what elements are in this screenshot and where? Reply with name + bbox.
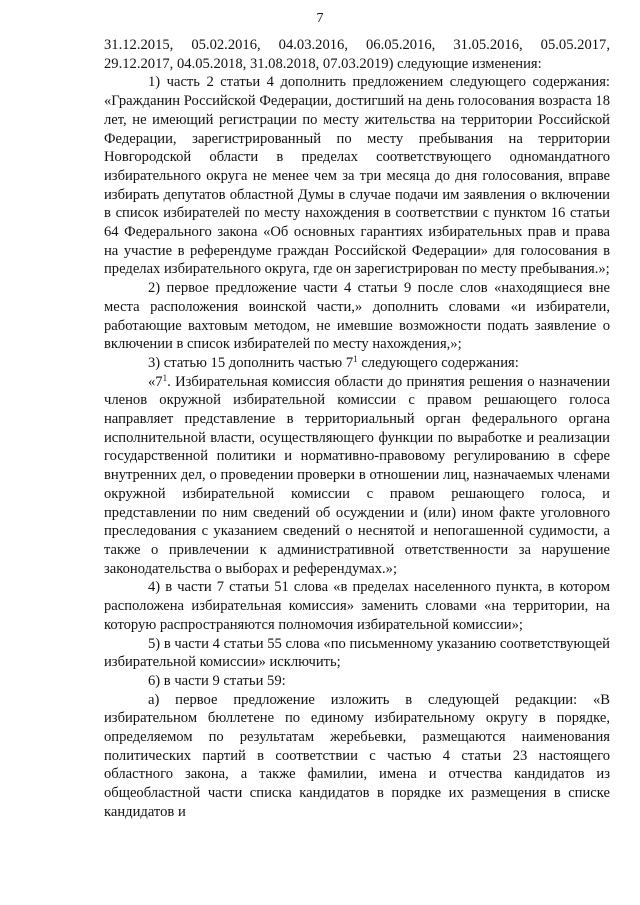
paragraph-item-3: [104, 354, 610, 373]
paragraph-item-3-text-after: следующего содержания:: [357, 354, 519, 371]
paragraph-item-5: 5) в части 4 статьи 55 слова «по письменному указанию соответствующей избирательной комиссии» исключить;: [104, 635, 610, 671]
paragraph-item-3-superscript: 1: [353, 353, 358, 364]
paragraph-part-7-1-superscript: 1: [162, 372, 168, 383]
paragraph-part-7-1-text-before: «7: [148, 373, 163, 390]
paragraph-part-7-1: [104, 373, 610, 579]
document-body: [104, 36, 610, 822]
page-number: 7: [316, 11, 324, 26]
paragraph-item-4: 4) в части 7 статьи 51 слова «в пределах населенного пункта, в котором расположена избирательная комиссия» заменить словами «на территории, на которую распространяются полномочия избирательной комиссии»;: [104, 579, 610, 633]
paragraph-item-2: 2) первое предложение части 4 статьи 9 после слов «находящиеся вне места расположения воинской части,» дополнить словами «и избиратели, работающие вахтовым методом, не имевшие возможности подать заявление о включении в список избирателей по месту нахождения,»;: [104, 280, 610, 353]
paragraph-part-7-1-text-after: . Избирательная комиссия области до принятия решения о назначении членов окружной избирательной комиссии с правом решающего голоса направляет представление в территориальный орган федерального органа исполнительной власти, осуществляющего функции по выработке и реализации государственной политики и нормативно-правовому регулированию в сфере внутренних дел, о проведении проверки в отношении лиц, назначаемых членами окружной избирательной комиссии с правом решающего голоса, и представлении по ним сведений об осуждении и (или) ином факте уголовного преследования с указанием сведений о неснятой и непогашенной судимости, а также о привлечении к административной ответственности за нарушение законодательства о выборах и референдумах.»;: [104, 373, 610, 577]
paragraph-item-6: 6) в части 9 статьи 59:: [148, 672, 286, 689]
paragraph-item-6a: а) первое предложение изложить в следующей редакции: «В избирательном бюллетене по единому избирательному округу в порядке, определяемом по результатам жеребьевки, размещаются наименования политических партий в соответствии с частью 4 статьи 23 настоящего областного закона, а также фамилии, имена и отчества кандидатов из общеобластной части списка кандидатов в порядке их размещения в списке кандидатов и: [104, 691, 610, 820]
paragraph-item-1: 1) часть 2 статьи 4 дополнить предложением следующего содержания: «Гражданин Российской Федерации, достигший на день голосования возраста 18 лет, не имеющий регистрации по месту жительства на территории Российской Федерации, зарегистрированный по месту пребывания на территории Новгородской области в пределах соответствующего одномандатного избирательного округа не менее чем за три месяца до дня голосования, вправе избирать депутатов областной Думы в случае подачи им заявления о включении в список избирателей по месту нахождения в соответствии с пунктом 16 статьи 64 Федерального закона «Об основных гарантиях избирательных прав и права на участие в референдуме граждан Российской Федерации» для голосования в пределах избирательного округа, где он зарегистрирован по месту пребывания.»;: [104, 74, 610, 278]
paragraph-intro: 31.12.2015, 05.02.2016, 04.03.2016, 06.05.2016, 31.05.2016, 05.05.2017, 29.12.2017, 04.05.2018, 31.08.2018, 07.03.2019) следующие изменения:: [104, 37, 610, 72]
paragraph-item-3-text-before: 3) статью 15 дополнить частью 7: [148, 354, 354, 371]
